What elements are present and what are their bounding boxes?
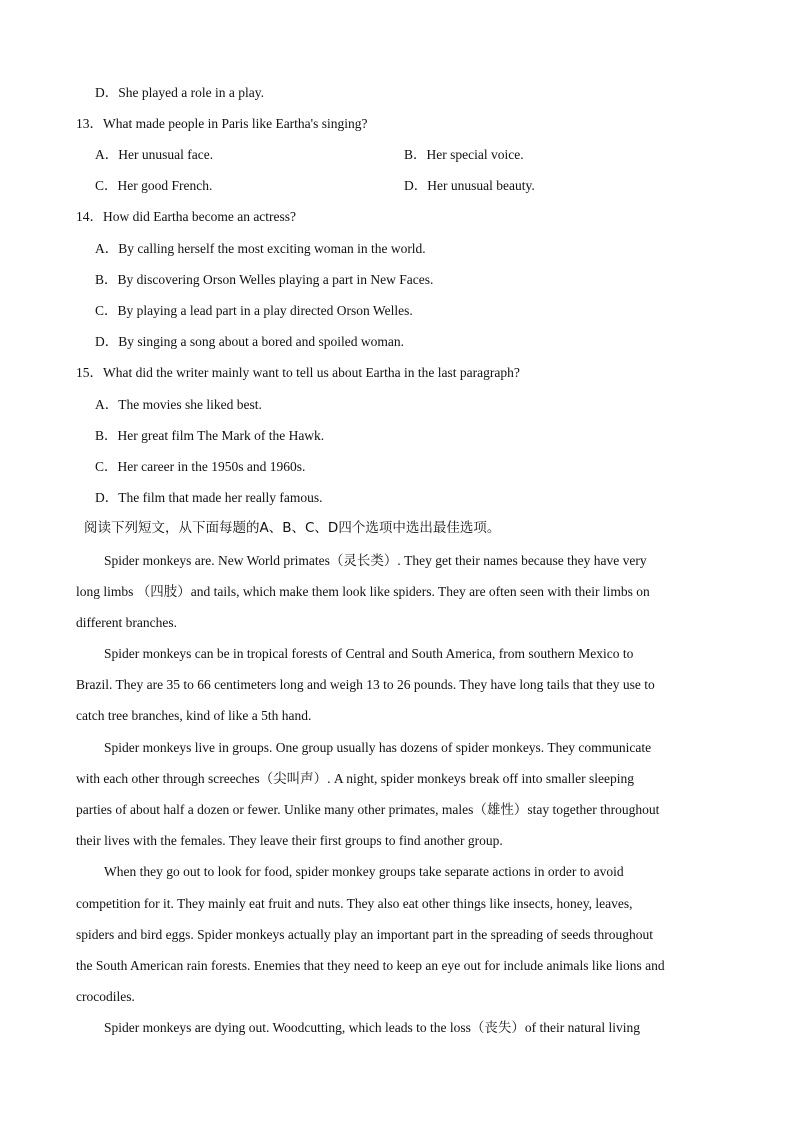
q13-option-c: C．Her good French. — [95, 178, 213, 193]
passage-line: competition for it. They mainly eat fruit and nuts. They also eat other things like insects, honey, leaves, — [76, 896, 633, 911]
q13-option-d: D．Her unusual beauty. — [404, 178, 535, 193]
reading-instruction: 阅读下列短文，从下面每题的A、B、C、D四个选项中选出最佳选项。 — [84, 520, 501, 536]
passage-line: Spider monkeys live in groups. One group usually has dozens of spider monkeys. They communicate — [104, 740, 652, 755]
q14-option-b: B．By discovering Orson Welles playing a part in New Faces. — [95, 272, 434, 287]
passage-line: with each other through screeches（尖叫声）. A night, spider monkeys break off into smaller sleeping — [76, 771, 634, 786]
q15-option-c: C．Her career in the 1950s and 1960s. — [95, 459, 306, 474]
passage-line: catch tree branches, kind of like a 5th hand. — [76, 708, 312, 723]
passage-line: different branches. — [76, 615, 177, 630]
passage-line: When they go out to look for food, spider monkey groups take separate actions in order to avoid — [104, 864, 624, 879]
q15-option-d: D．The film that made her really famous. — [95, 490, 323, 505]
q14-option-c: C．By playing a lead part in a play directed Orson Welles. — [95, 303, 413, 318]
passage-line: the South American rain forests. Enemies that they need to keep an eye out for include animals like lions and — [76, 958, 665, 973]
passage-line: Spider monkeys are dying out. Woodcutting, which leads to the loss（丧失）of their natural living — [104, 1020, 640, 1035]
q15-option-a: A．The movies she liked best. — [95, 397, 262, 412]
q13-option-a: A．Her unusual face. — [95, 147, 214, 162]
q15-option-b: B．Her great film The Mark of the Hawk. — [95, 428, 325, 443]
q13-option-b: B．Her special voice. — [404, 147, 524, 162]
passage-line: long limbs （四肢）and tails, which make them look like spiders. They are often seen with their limbs on — [76, 584, 650, 599]
passage-line: Spider monkeys can be in tropical forests of Central and South America, from southern Mexico to — [104, 646, 634, 661]
q15-question: 15．What did the writer mainly want to tell us about Eartha in the last paragraph? — [76, 365, 520, 380]
passage-line: Spider monkeys are. New World primates（灵长类）. They get their names because they have very — [104, 553, 647, 568]
q14-option-a: A．By calling herself the most exciting woman in the world. — [95, 241, 426, 256]
passage-line: crocodiles. — [76, 989, 135, 1004]
passage-line: their lives with the females. They leave their first groups to find another group. — [76, 833, 503, 848]
q13-question: 13．What made people in Paris like Eartha's singing? — [76, 116, 368, 131]
passage-line: parties of about half a dozen or fewer. Unlike many other primates, males（雄性）stay together throughout — [76, 802, 660, 817]
q12-option-d: D．She played a role in a play. — [95, 85, 264, 100]
passage-line: Brazil. They are 35 to 66 centimeters long and weigh 13 to 26 pounds. They have long tails that they use to — [76, 677, 655, 692]
passage-line: spiders and bird eggs. Spider monkeys actually play an important part in the spreading of seeds throughout — [76, 927, 653, 942]
q14-question: 14．How did Eartha become an actress? — [76, 209, 297, 224]
q14-option-d: D．By singing a song about a bored and spoiled woman. — [95, 334, 404, 349]
